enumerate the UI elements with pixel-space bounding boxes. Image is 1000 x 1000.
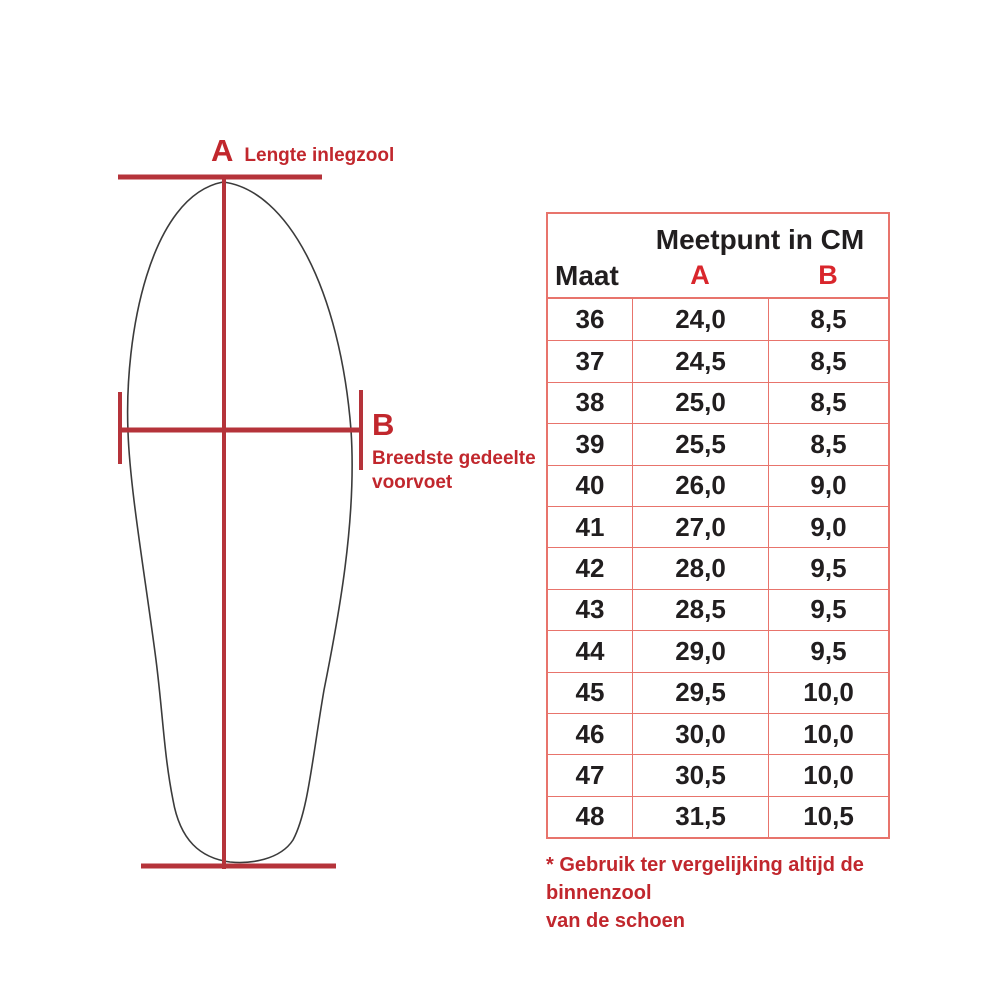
cell-maat: 38 (575, 387, 605, 418)
table-row (548, 589, 888, 630)
cell-b: 8,5 (768, 424, 888, 464)
table-row (548, 299, 888, 340)
footnote-line2: van de schoen (546, 910, 685, 932)
cell-b: 10,5 (768, 797, 888, 837)
footnote (546, 851, 946, 935)
insole-outline (128, 182, 353, 862)
cell-b: 8,5 (768, 383, 888, 423)
table-row (548, 754, 888, 795)
cell-b: 8,5 (768, 299, 888, 340)
cell-maat: 40 (575, 470, 605, 501)
table-row (548, 465, 888, 506)
cell-a: 30,0 (632, 714, 768, 754)
size-table-body (548, 299, 888, 837)
cell-a: 29,0 (632, 631, 768, 671)
cell-b: 9,5 (768, 590, 888, 630)
table-column-headers (548, 254, 888, 297)
table-row (548, 713, 888, 754)
cell-maat: 42 (575, 553, 605, 584)
cell-a: 27,0 (632, 507, 768, 547)
table-row (548, 382, 888, 423)
cell-maat: 37 (575, 346, 605, 377)
cell-a: 29,5 (632, 673, 768, 713)
cell-a: 26,0 (632, 466, 768, 506)
label-a-caption: Lengte inlegzool (244, 145, 395, 166)
label-b-letter: B (372, 407, 395, 442)
cell-a: 31,5 (632, 797, 768, 837)
cell-b: 9,5 (768, 631, 888, 671)
label-b-caption-line2: voorvoet (372, 472, 453, 493)
cell-b: 10,0 (768, 755, 888, 795)
cell-a: 25,0 (632, 383, 768, 423)
cell-a: 28,0 (632, 548, 768, 588)
cell-maat: 43 (575, 594, 605, 625)
column-header-maat: Maat (555, 259, 619, 291)
table-row (548, 506, 888, 547)
cell-b: 9,0 (768, 466, 888, 506)
footnote-line1: * Gebruik ter vergelijking altijd de binnenzool (546, 854, 864, 904)
cell-a: 24,0 (632, 299, 768, 340)
cell-maat: 36 (575, 304, 605, 335)
size-table (546, 212, 890, 839)
label-b-group (372, 409, 536, 495)
label-a-group (211, 135, 394, 167)
cell-b: 10,0 (768, 673, 888, 713)
table-row (548, 796, 888, 837)
column-header-b: B (818, 260, 838, 290)
cell-a: 28,5 (632, 590, 768, 630)
table-row (548, 423, 888, 464)
table-title: Meetpunt in CM (655, 224, 865, 255)
table-row (548, 630, 888, 671)
cell-maat: 48 (575, 801, 605, 832)
table-row (548, 340, 888, 381)
cell-b: 8,5 (768, 341, 888, 381)
cell-a: 25,5 (632, 424, 768, 464)
table-row (548, 672, 888, 713)
cell-maat: 47 (575, 759, 605, 790)
size-table-header (548, 214, 888, 299)
cell-maat: 39 (575, 428, 605, 459)
cell-maat: 44 (575, 635, 605, 666)
cell-b: 10,0 (768, 714, 888, 754)
label-b-caption-line1: Breedste gedeelte (372, 448, 536, 469)
cell-b: 9,0 (768, 507, 888, 547)
cell-maat: 46 (575, 718, 605, 749)
cell-a: 24,5 (632, 341, 768, 381)
column-header-a: A (690, 260, 710, 290)
table-row (548, 547, 888, 588)
cell-b: 9,5 (768, 548, 888, 588)
cell-a: 30,5 (632, 755, 768, 795)
cell-maat: 45 (575, 677, 605, 708)
label-a-letter: A (211, 133, 234, 168)
cell-maat: 41 (575, 511, 605, 542)
